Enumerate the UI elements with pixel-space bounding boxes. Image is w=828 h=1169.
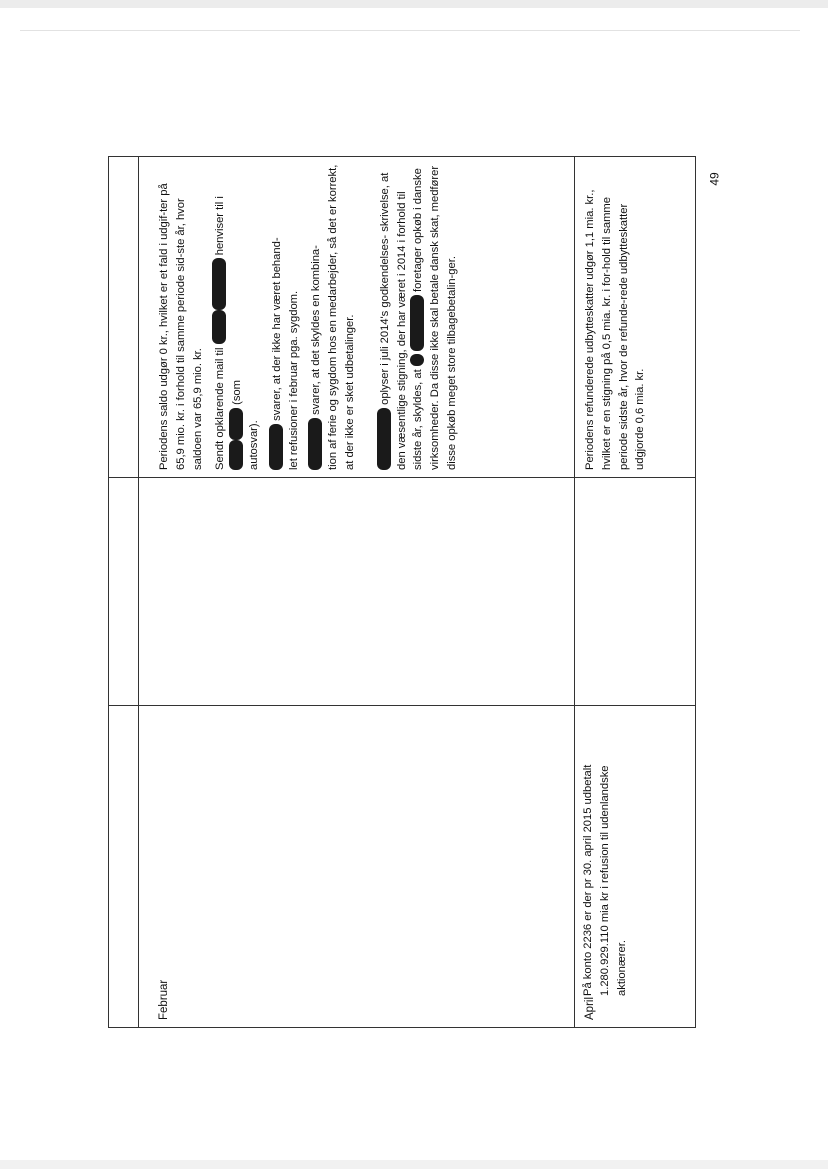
month-label: April — [584, 996, 596, 1020]
note-text: På konto 2236 er der pr 30. april 2015 udbetalt 1.280.929.110 mia kr i refusion til udenlandske aktionærer. — [582, 764, 628, 996]
redaction-block — [212, 310, 226, 344]
paragraph: Sendt opklarende mail til henviser til i (som autosvar). — [214, 196, 260, 470]
redaction-block — [269, 424, 283, 470]
row-divider — [574, 156, 575, 1028]
paragraph: Periodens refunderede udbytteskatter udgør 1,1 mia. kr., hvilket er en stigning på 0,5 mia. kr. i for-hold til samme periode sidste år, hvor de refunde-rede udbytteskatter udgjorde 0,6 mia. kr. — [584, 189, 647, 470]
redaction-block — [212, 258, 226, 310]
row-divider — [138, 156, 139, 1028]
redaction-block — [377, 408, 391, 470]
scan-artifact-line — [20, 30, 800, 31]
redaction-block — [308, 418, 322, 470]
paragraph: svarer, at der ikke har været behand- let refusioner i februar pga. sygdom. — [270, 237, 300, 470]
redaction-block — [410, 295, 424, 351]
month-label: Februar — [158, 979, 170, 1020]
scan-border-bottom — [0, 1160, 828, 1169]
scan-border-top — [0, 0, 828, 8]
rotated-table-page — [108, 156, 696, 1028]
column-divider — [108, 705, 696, 706]
redaction-block — [229, 408, 243, 440]
comment-cell-februar — [156, 162, 467, 470]
redaction-block — [410, 354, 424, 366]
comment-cell-april — [582, 162, 655, 470]
paragraph: oplyser i juli 2014's godkendelses- skrivelse, at den væsentlige stigning, der har været i 2014 i forhold til sidste år, skyldes, at foretager opkøb i danske virksomheder. Da disse ikke skal betale dansk skat, medfører disse opkøb meget store tilbagebetalin-ger. — [378, 165, 458, 470]
redaction-block — [229, 440, 243, 470]
month-cell-februar — [156, 900, 173, 1020]
column-divider — [108, 477, 696, 478]
paragraph: svarer, at det skyldes en kombina- tion af ferie og sygdom hos en medarbejder, så det er korrekt, at der ikke er sket udbetalinger. — [310, 164, 356, 470]
page-number: 49 — [707, 172, 722, 186]
paragraph: Periodens saldo udgør 0 kr., hvilket er et fald i udgif-ter på 65,9 mio. kr. i forhold til samme periode sid-ste år, hvor saldoen var 65,9 mio. kr. — [158, 183, 204, 470]
note-cell-april — [580, 712, 630, 996]
